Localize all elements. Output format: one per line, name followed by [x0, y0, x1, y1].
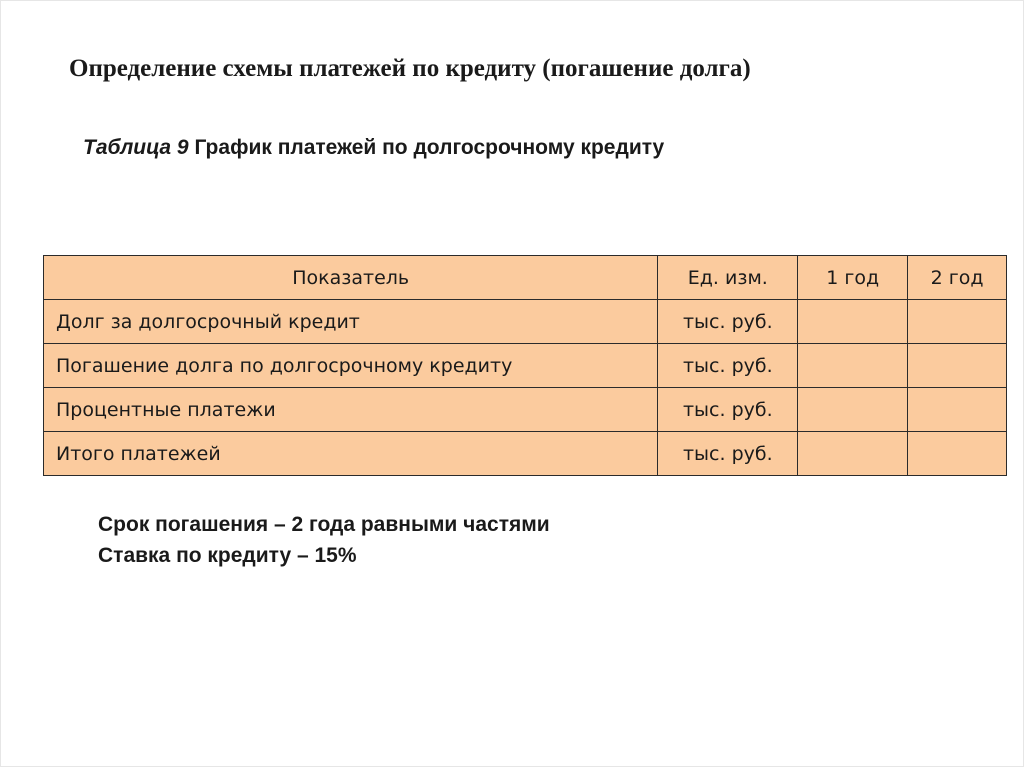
row-indicator: Процентные платежи — [44, 388, 658, 432]
row-unit: тыс. руб. — [658, 300, 798, 344]
row-unit: тыс. руб. — [658, 388, 798, 432]
row-indicator: Долг за долгосрочный кредит — [44, 300, 658, 344]
row-year-2-cell — [908, 432, 1007, 476]
row-year-1-cell — [798, 432, 908, 476]
conditions-notes — [98, 509, 550, 571]
table-row — [44, 432, 1007, 476]
row-unit: тыс. руб. — [658, 344, 798, 388]
payment-schedule-table — [43, 255, 1007, 476]
row-year-2-cell — [908, 300, 1007, 344]
row-unit: тыс. руб. — [658, 432, 798, 476]
header-year-2: 2 год — [908, 256, 1007, 300]
row-year-1-cell — [798, 344, 908, 388]
row-year-2-cell — [908, 344, 1007, 388]
row-indicator: Итого платежей — [44, 432, 658, 476]
note-rate: Ставка по кредиту – 15% — [98, 544, 357, 567]
header-indicator: Показатель — [44, 256, 658, 300]
table-caption — [83, 136, 664, 160]
table-header-row — [44, 256, 1007, 300]
table-row — [44, 300, 1007, 344]
table-row — [44, 344, 1007, 388]
table-label: Таблица 9 — [83, 136, 189, 159]
header-year-1: 1 год — [798, 256, 908, 300]
table-caption-text: График платежей по долгосрочному кредиту — [194, 136, 665, 159]
row-indicator: Погашение долга по долгосрочному кредиту — [44, 344, 658, 388]
row-year-2-cell — [908, 388, 1007, 432]
slide-title: Определение схемы платежей по кредиту (погашение долга) — [69, 55, 751, 82]
header-unit: Ед. изм. — [658, 256, 798, 300]
table-row — [44, 388, 1007, 432]
note-term: Срок погашения – 2 года равными частями — [98, 513, 550, 536]
row-year-1-cell — [798, 300, 908, 344]
row-year-1-cell — [798, 388, 908, 432]
